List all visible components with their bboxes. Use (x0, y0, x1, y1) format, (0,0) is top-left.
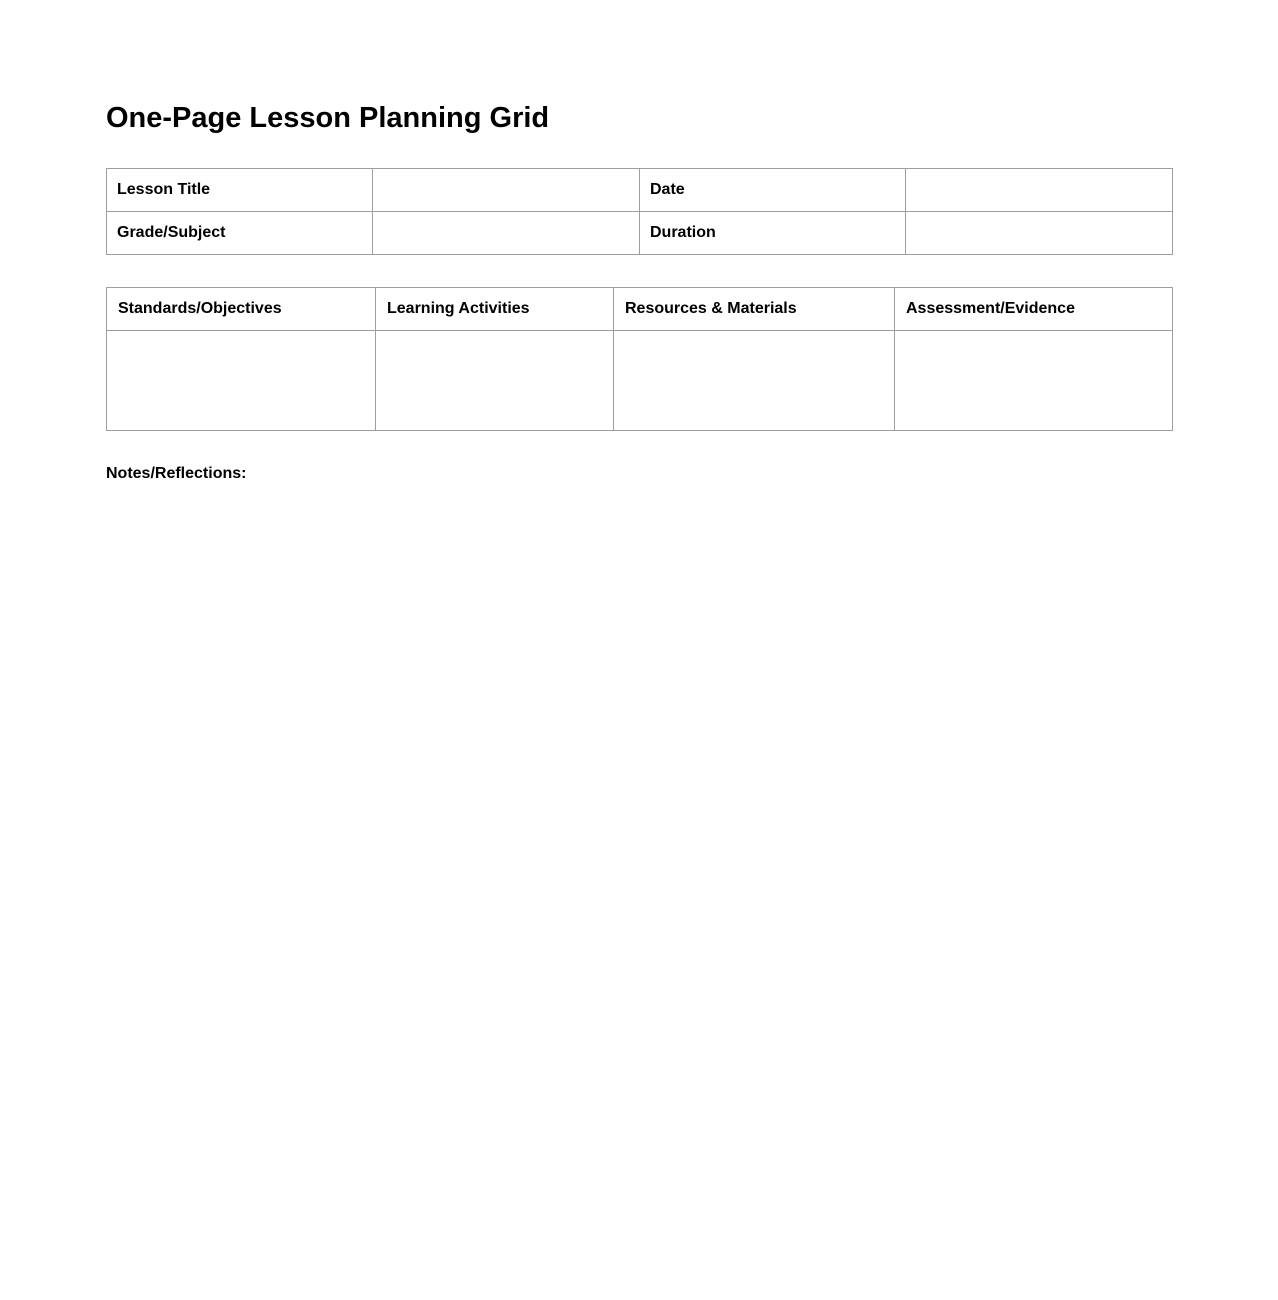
lesson-planning-grid (106, 287, 1173, 431)
resources-materials-cell[interactable] (614, 331, 895, 431)
standards-objectives-cell[interactable] (107, 331, 376, 431)
duration-field[interactable] (906, 212, 1173, 255)
date-field[interactable] (906, 169, 1173, 212)
notes-reflections-label: Notes/Reflections: (106, 465, 247, 482)
header-learning-activities: Learning Activities (376, 288, 614, 331)
table-row-lesson-title (107, 169, 1173, 212)
date-label: Date (640, 169, 906, 212)
grid-header-row (107, 288, 1173, 331)
grade-subject-field[interactable] (373, 212, 640, 255)
grade-subject-label: Grade/Subject (107, 212, 373, 255)
header-resources-materials: Resources & Materials (614, 288, 895, 331)
table-row-grade-subject (107, 212, 1173, 255)
page-title: One-Page Lesson Planning Grid (106, 102, 550, 134)
lesson-info-table (106, 168, 1173, 255)
assessment-evidence-cell[interactable] (895, 331, 1173, 431)
lesson-title-label: Lesson Title (107, 169, 373, 212)
header-assessment-evidence: Assessment/Evidence (895, 288, 1173, 331)
lesson-title-field[interactable] (373, 169, 640, 212)
header-standards-objectives: Standards/Objectives (107, 288, 376, 331)
learning-activities-cell[interactable] (376, 331, 614, 431)
duration-label: Duration (640, 212, 906, 255)
grid-body-row (107, 331, 1173, 431)
